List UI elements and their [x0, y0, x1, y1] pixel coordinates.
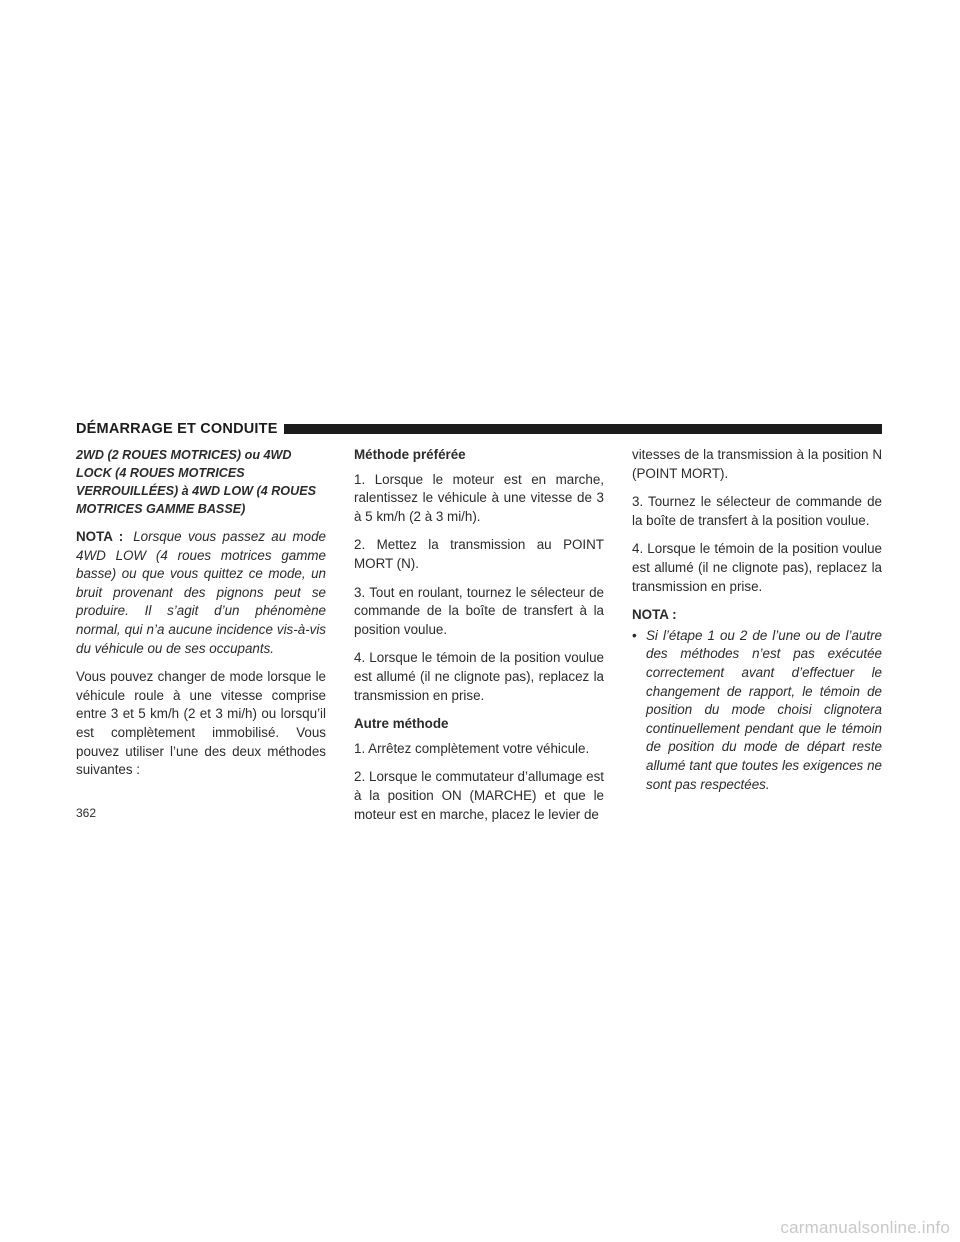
alternative-step-3: 3. Tournez le sélecteur de commande de la boîte de transfert à la position voulue.: [632, 494, 882, 528]
note-label-right: NOTA :: [632, 607, 677, 623]
list-item: [632, 627, 882, 794]
section-heading: 2WD (2 ROUES MOTRICES) ou 4WD LOCK (4 ROUES MOTRICES VERROUILLÉES) à 4WD LOW (4 ROUES MOTRICES GAMME BASSE): [76, 448, 317, 516]
section-title: DÉMARRAGE ET CONDUITE: [76, 421, 278, 437]
body-paragraph: Vous pouvez changer de mode lorsque le véhicule roule à une vitesse comprise entre 3 et 5 km/h (2 et 3 mi/h) ou lorsqu’il est complètement immobilisé. Vous pouvez utiliser l’une des deux méthodes suivantes :: [76, 669, 326, 778]
bullet-icon: •: [632, 627, 637, 643]
page-number: 362: [76, 806, 97, 820]
preferred-step-4: 4. Lorsque le témoin de la position voulue est allumé (il ne clignote pas), replacez la transmission en prise.: [354, 650, 604, 703]
column-right: [632, 446, 882, 794]
note-label: NOTA :: [76, 529, 124, 544]
alternative-step-4: 4. Lorsque le témoin de la position voulue est allumé (il ne clignote pas), replacez la transmission en prise.: [632, 541, 882, 594]
bullet-text: Si l’étape 1 ou 2 de l’une ou de l’autre des méthodes n’est pas exécutée correctement avant d’effectuer le changement de rapport, le témoin de position du mode choisi clignotera continuellement pendant que le témoin de position du mode de départ reste allumé tant que toutes les exigences ne sont pas respectées.: [646, 627, 882, 792]
column-left: [76, 446, 326, 790]
section-header: [76, 420, 882, 438]
preferred-step-2: 2. Mettez la transmission au POINT MORT (N).: [354, 537, 604, 571]
column-middle: [354, 446, 604, 834]
preferred-step-3: 3. Tout en roulant, tournez le sélecteur de commande de la boîte de transfert à la position voulue.: [354, 584, 604, 637]
note-block: [76, 528, 326, 658]
alternative-step-2-start: 2. Lorsque le commutateur d’allumage est à la position ON (MARCHE) et que le moteur est en marche, placez le levier de: [354, 769, 604, 822]
note-text: Lorsque vous passez au mode 4WD LOW (4 roues motrices gamme basse) ou que vous quittez ce mode, un bruit provenant des pignons peut se produire. Il s’agit d’un phénomène normal, qui n’a aucune incidence vis-à-vis du véhicule ou de ses occupants.: [76, 529, 326, 656]
note-bullet-list: [632, 627, 882, 794]
alternative-method-heading: Autre méthode: [354, 716, 449, 732]
alternative-step-2-end: vitesses de la transmission à la position N (POINT MORT).: [632, 447, 882, 481]
watermark: carmanualsonline.info: [780, 1218, 950, 1237]
preferred-method-heading: Méthode préférée: [354, 447, 466, 462]
alternative-step-1: 1. Arrêtez complètement votre véhicule.: [354, 740, 590, 756]
preferred-step-1: 1. Lorsque le moteur est en marche, ralentissez le véhicule à une vitesse de 3 à 5 km/h (2 à 3 mi/h).: [354, 471, 604, 524]
header-rule: [284, 424, 882, 434]
